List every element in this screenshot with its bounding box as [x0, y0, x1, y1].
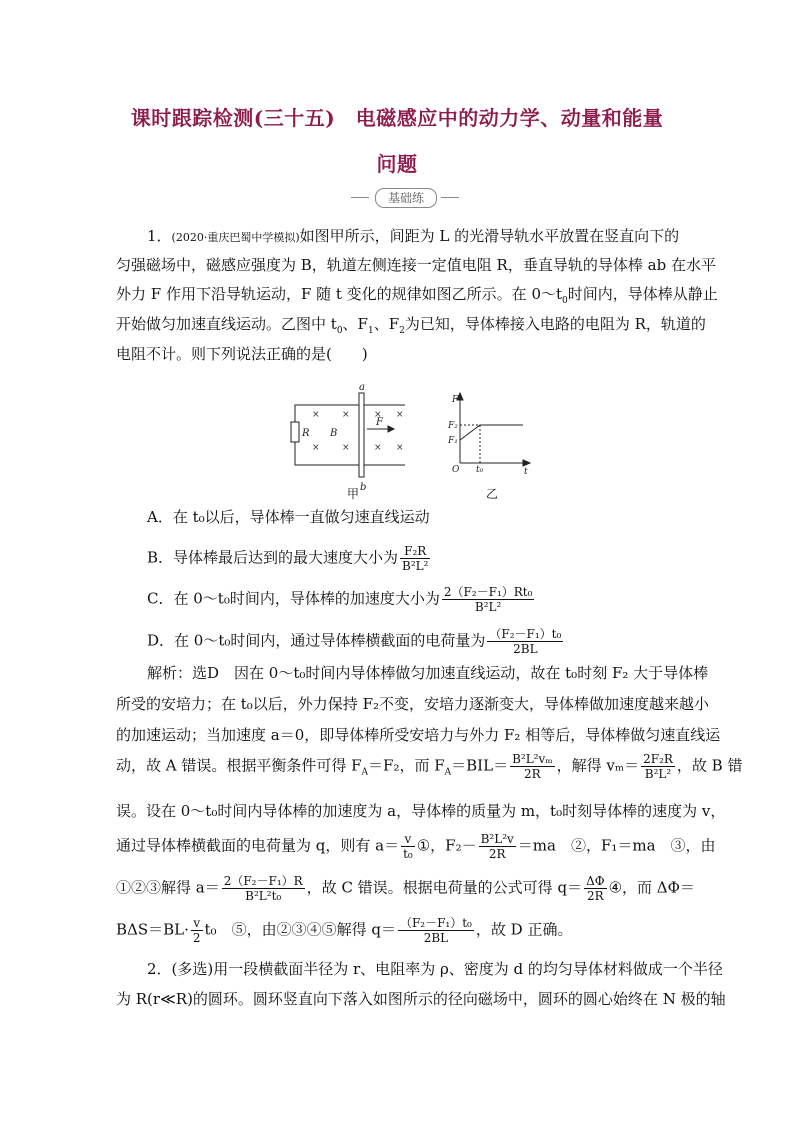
section-label: 基础练	[375, 188, 437, 208]
analysis-text: ①②③解得 a＝	[116, 878, 220, 897]
field-mark: ×	[312, 410, 320, 420]
analysis-text: BΔS＝BL·	[116, 920, 189, 939]
option-text: B．导体棒最后达到的最大速度大小为	[147, 548, 399, 567]
analysis-text: 动，故 A 错误。根据平衡条件可得 F	[116, 756, 362, 775]
fraction	[191, 916, 203, 945]
analysis-text: ①，F₂－	[416, 836, 477, 855]
analysis-text: ＝BIL＝	[451, 756, 509, 775]
fraction	[401, 832, 415, 861]
analysis-text: t₀ ⑤，由②③④⑤解得 q＝	[204, 920, 396, 939]
force-curve	[460, 425, 523, 440]
conductor-rod	[359, 393, 364, 477]
denominator: 2R	[524, 767, 541, 781]
analysis-text: ，解得 vₘ＝	[556, 756, 640, 775]
option-a: A．在 t₀以后，导体棒一直做匀速直线运动	[147, 508, 430, 526]
q1-line2: 匀强磁场中，磁感应强度为 B，轨道左侧连接一定值电阻 R，垂直导轨的导体棒 ab 在水平	[116, 256, 716, 274]
field-mark: ×	[374, 410, 382, 420]
q1-line5: 电阻不计。则下列说法正确的是( )	[116, 345, 368, 363]
denominator: 2BL	[513, 642, 538, 656]
page-title: 课时跟踪检测(三十五) 电磁感应中的动力学、动量和能量	[130, 106, 664, 130]
q1-text: 、F	[373, 315, 400, 333]
label-O: O	[452, 465, 460, 475]
subscript: A	[444, 767, 452, 778]
fraction	[442, 585, 535, 614]
subscript: 0	[562, 296, 568, 306]
analysis-line8	[116, 916, 572, 945]
resistor	[291, 422, 299, 442]
fraction	[400, 544, 430, 573]
q1-text: 、F	[342, 315, 368, 333]
numerator: B²L²v	[480, 832, 514, 846]
section-tag	[351, 188, 461, 206]
question-number: 1．	[147, 227, 172, 245]
subscript: 1	[367, 326, 374, 336]
x-axis-arrow	[523, 460, 530, 466]
q1-line4	[116, 313, 706, 342]
subscript: 0	[336, 326, 343, 336]
label-R: R	[302, 428, 310, 439]
denominator: B²L²t₀	[245, 889, 282, 903]
analysis-line6	[116, 832, 716, 861]
fraction	[222, 874, 305, 903]
fraction	[510, 752, 555, 781]
q1-line3	[116, 283, 718, 312]
field-mark: ×	[396, 410, 404, 420]
numerator: B²L²vₘ	[512, 752, 553, 766]
caption-jia: 甲	[347, 487, 360, 501]
analysis-text: ，故 C 错误。根据电荷量的公式可得 q＝	[306, 878, 583, 897]
ft-graph	[457, 393, 530, 466]
numerator: v	[401, 832, 415, 847]
q2-line1: 2．(多选)用一段横截面半径为 r、电阻率为 ρ、密度为 d 的均匀导体材料做成一个半径	[147, 960, 723, 978]
numerator: 2F₂R	[643, 752, 673, 766]
option-text: C．在 0～t₀时间内，导体棒的加速度大小为	[147, 589, 440, 608]
denominator: 2R	[586, 889, 604, 903]
analysis-line4	[116, 752, 742, 784]
label-F1: F₁	[448, 436, 458, 446]
label-t0: t₀	[476, 465, 484, 475]
field-mark: ×	[396, 443, 404, 453]
analysis-line1: 解析：选D 因在 0～t₀时间内导体棒做匀加速直线运动，故在 t₀时刻 F₂ 大于导体棒	[147, 664, 709, 682]
numerator: 2（F₂－F₁）Rt₀	[443, 585, 533, 599]
denominator: t₀	[403, 847, 413, 861]
label-a: a	[359, 382, 365, 393]
option-d	[147, 627, 565, 656]
analysis-text: ，故 B 错	[676, 756, 743, 775]
denominator: B²L²	[644, 767, 672, 781]
field-mark: ×	[342, 443, 350, 453]
field-mark: ×	[374, 443, 382, 453]
denominator: B²L²	[474, 600, 502, 614]
fraction	[398, 916, 474, 945]
question-source: (2020·重庆巴蜀中学模拟)	[171, 231, 300, 244]
numerator: （F₂－F₁）t₀	[399, 916, 472, 930]
divider	[351, 197, 369, 198]
caption-yi: 乙	[486, 487, 499, 501]
subscript: 2	[399, 326, 405, 336]
option-c	[147, 585, 536, 614]
denominator: B²L²	[402, 559, 429, 573]
numerator: v	[191, 916, 203, 931]
option-text: D．在 0～t₀时间内，通过导体棒横截面的电荷量为	[147, 631, 486, 650]
label-F2: F₂	[448, 421, 458, 431]
analysis-line3: 的加速运动；当加速度 a＝0，即导体棒所受安培力与外力 F₂ 相等后，导体棒做匀速直线运	[116, 726, 721, 744]
fraction	[641, 752, 675, 781]
arrow-head	[388, 426, 394, 432]
analysis-text: ＝ma ②，F₁＝ma ③，由	[517, 836, 716, 855]
label-F: F	[376, 417, 383, 428]
label-t: t	[524, 467, 528, 477]
analysis-text: ＝F₂，而 F	[368, 756, 445, 775]
q1-text: 开始做匀加速直线运动。乙图中 t	[116, 315, 337, 333]
q1-text: 如图甲所示，间距为 L 的光滑导轨水平放置在竖直向下的	[299, 227, 680, 245]
field-mark: ×	[312, 443, 320, 453]
numerator: 2（F₂－F₁）R	[223, 874, 303, 888]
label-b: b	[360, 482, 367, 493]
fraction	[479, 832, 516, 861]
fraction	[487, 627, 563, 656]
field-mark: ×	[342, 410, 350, 420]
q1-text: 时间内，导体棒从静止	[567, 285, 718, 303]
fraction	[584, 874, 607, 903]
analysis-line7	[116, 874, 695, 903]
denominator: 2BL	[423, 931, 449, 945]
analysis-line2: 所受的安培力；在 t₀以后，外力保持 F₂不变，安培力逐渐变大，导体棒做加速度越来越小	[116, 695, 710, 713]
q1-text: 为已知，导体棒接入电路的电阻为 R，轨道的	[404, 315, 706, 333]
page-title-line2: 问题	[376, 152, 418, 176]
analysis-text: ，故 D 正确。	[475, 920, 573, 939]
q1-line1	[147, 225, 679, 249]
option-b	[147, 544, 432, 573]
label-F-axis: F	[452, 395, 459, 405]
q2-line2: 为 R(r≪R)的圆环。圆环竖直向下落入如图所示的径向磁场中，圆环的圆心始终在 N 极的轴	[116, 990, 726, 1008]
denominator: 2	[192, 931, 201, 945]
divider	[441, 197, 459, 198]
analysis-line5: 误。设在 0～t₀时间内导体棒的加速度为 a，导体棒的质量为 m，t₀时刻导体棒的速度为 v，	[116, 802, 726, 820]
numerator: ΔΦ	[586, 874, 605, 888]
q1-text: 外力 F 作用下沿导轨运动，F 随 t 变化的规律如图乙所示。在 0～t	[116, 285, 563, 303]
label-B: B	[330, 428, 338, 439]
analysis-text: 通过导体棒横截面的电荷量为 q，则有 a＝	[116, 836, 400, 855]
figure-jia-yi	[280, 380, 550, 500]
numerator: F₂R	[400, 544, 430, 559]
subscript: A	[361, 767, 369, 778]
numerator: （F₂－F₁）t₀	[489, 627, 562, 641]
analysis-text: ④，而 ΔΦ＝	[608, 878, 695, 897]
denominator: 2R	[488, 847, 506, 861]
